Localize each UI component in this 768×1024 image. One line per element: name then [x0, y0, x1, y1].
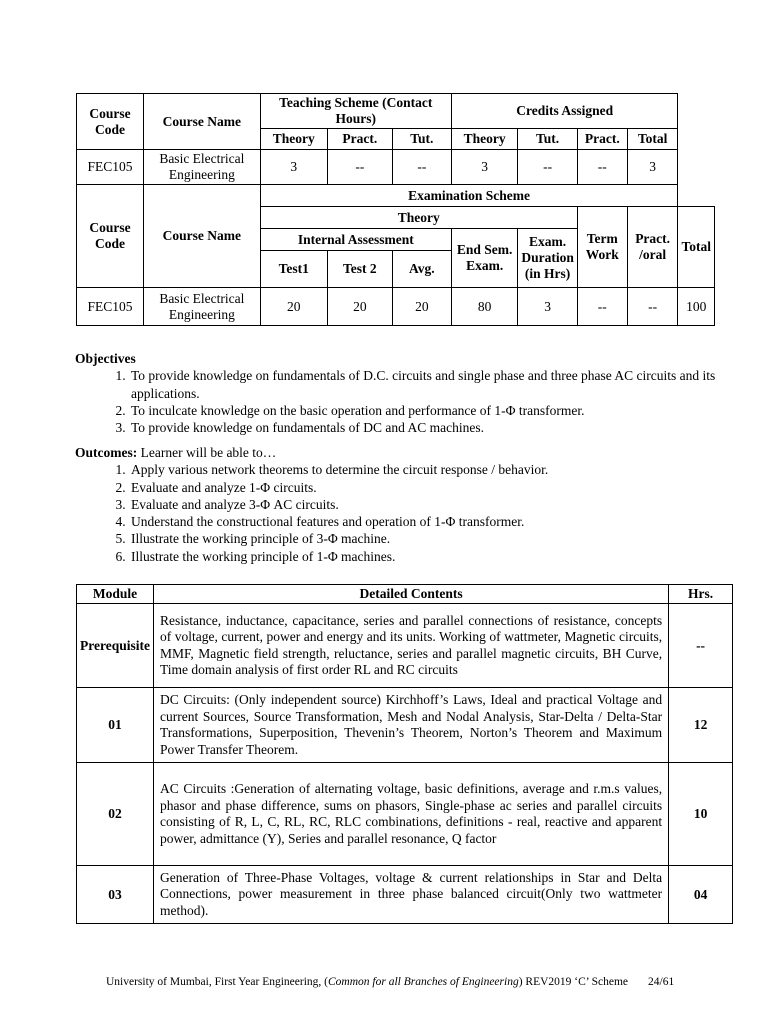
page-number: 24/61 — [648, 976, 675, 988]
outcomes-section — [75, 444, 735, 565]
exam-course-name-cell: Basic Electrical Engineering — [144, 288, 261, 326]
objectives-section — [75, 350, 735, 436]
contents-cell: AC Circuits :Generation of alternating voltage, basic definitions, average and r.m.s values, phasor and phase difference, sums on phasors, Single-phase ac series and parallel circuits consisting of R, L, C, RL, RC, RLC combinations, definitions - real, reactive and apparent power, admittance (Y), Series and parallel resonance, Q factor — [154, 763, 669, 866]
course-name-header: Course Name — [144, 94, 261, 150]
cred-pract-header: Pract. — [577, 129, 627, 150]
cred-theory-cell: 3 — [451, 150, 517, 185]
teach-pract-header: Pract. — [327, 129, 392, 150]
cred-total-cell: 3 — [627, 150, 678, 185]
cred-tut-header: Tut. — [518, 129, 578, 150]
hrs-cell: -- — [669, 604, 733, 688]
cred-total-header: Total — [627, 129, 678, 150]
course-name-cell: Basic Electrical Engineering — [144, 150, 261, 185]
exam-course-name-header: Course Name — [144, 185, 261, 288]
hrs-cell: 04 — [669, 866, 733, 924]
internal-assessment-header: Internal Assessment — [260, 229, 451, 251]
teach-theory-header: Theory — [260, 129, 327, 150]
hrs-cell: 10 — [669, 763, 733, 866]
credits-assigned-header: Credits Assigned — [451, 94, 678, 129]
cred-theory-header: Theory — [451, 129, 517, 150]
test1-header: Test1 — [260, 251, 327, 288]
hrs-cell: 12 — [669, 688, 733, 763]
test2-cell: 20 — [327, 288, 392, 326]
teach-tut-cell: -- — [392, 150, 451, 185]
avg-header: Avg. — [392, 251, 451, 288]
end-sem-cell: 80 — [451, 288, 517, 326]
objective-item: 2. To inculcate knowledge on the basic operation and performance of 1-Φ transformer. — [129, 402, 735, 419]
table-row — [77, 604, 733, 688]
module-cell: Prerequisite — [77, 604, 154, 688]
test1-cell: 20 — [260, 288, 327, 326]
module-cell: 01 — [77, 688, 154, 763]
objectives-title: Objectives — [75, 351, 136, 366]
contents-cell: DC Circuits: (Only independent source) Kirchhoff’s Laws, Ideal and practical Voltage and current Sources, Source Transformation, Mesh and Nodal Analysis, Star-Delta / Delta-Star Transformations, Superposition, Thevenin’s Theorem, Norton’s Theorem and Maximum Power Transfer Theorem. — [154, 688, 669, 763]
objective-item: 1. To provide knowledge on fundamentals of D.C. circuits and single phase and three phase AC circuits and its applications. — [129, 367, 735, 402]
outcomes-title: Outcomes: — [75, 445, 138, 460]
exam-course-code-cell: FEC105 — [77, 288, 144, 326]
modules-table — [76, 584, 733, 924]
exam-total-header: Total — [678, 207, 715, 288]
module-cell: 02 — [77, 763, 154, 866]
cred-pract-cell: -- — [577, 150, 627, 185]
end-sem-header: End Sem. Exam. — [451, 229, 517, 288]
contents-cell: Generation of Three-Phase Voltages, voltage & current relationships in Star and Delta Connections, power measurement in three phase balanced circuit(Only two wattmeter method). — [154, 866, 669, 924]
teach-theory-cell: 3 — [260, 150, 327, 185]
outcome-item: 4. Understand the constructional features and operation of 1-Φ transformer. — [129, 513, 735, 530]
outcome-item: 5. Illustrate the working principle of 3-Φ machine. — [129, 530, 735, 547]
exam-theory-header: Theory — [260, 207, 577, 229]
teach-tut-header: Tut. — [392, 129, 451, 150]
objectives-list — [75, 367, 735, 436]
exam-duration-header: Exam. Duration (in Hrs) — [518, 229, 578, 288]
page-footer — [106, 976, 674, 988]
module-header: Module — [77, 585, 154, 604]
term-work-cell: -- — [577, 288, 627, 326]
footer-text-a: University of Mumbai, First Year Engineering, ( — [106, 976, 328, 988]
scheme-table — [76, 93, 715, 326]
pract-oral-cell: -- — [627, 288, 678, 326]
outcome-item: 2. Evaluate and analyze 1-Φ circuits. — [129, 479, 735, 496]
examination-scheme-header: Examination Scheme — [260, 185, 678, 207]
test2-header: Test 2 — [327, 251, 392, 288]
table-row — [77, 688, 733, 763]
pract-oral-header: Pract. /oral — [627, 207, 678, 288]
outcome-item: 6. Illustrate the working principle of 1-Φ machines. — [129, 548, 735, 565]
hrs-header: Hrs. — [669, 585, 733, 604]
teaching-scheme-header: Teaching Scheme (Contact Hours) — [260, 94, 451, 129]
teach-pract-cell: -- — [327, 150, 392, 185]
contents-header: Detailed Contents — [154, 585, 669, 604]
objective-item: 3. To provide knowledge on fundamentals of DC and AC machines. — [129, 419, 735, 436]
course-code-cell: FEC105 — [77, 150, 144, 185]
exam-total-cell: 100 — [678, 288, 715, 326]
footer-text-italic: Common for all Branches of Engineering — [328, 976, 519, 988]
duration-cell: 3 — [518, 288, 578, 326]
contents-cell: Resistance, inductance, capacitance, series and parallel connections of resistance, concepts of voltage, current, power and energy and its units. Working of wattmeter, Magnetic circuits, MMF, Magnetic field strength, reluctance, series and parallel magnetic circuits, BH Curve, Time domain analysis of first order RL and RC circuits — [154, 604, 669, 688]
outcome-item: 1. Apply various network theorems to determine the circuit response / behavior. — [129, 461, 735, 478]
outcomes-list — [75, 461, 735, 565]
term-work-header: Term Work — [577, 207, 627, 288]
cred-tut-cell: -- — [518, 150, 578, 185]
outcomes-intro: Learner will be able to… — [140, 445, 277, 460]
table-row — [77, 866, 733, 924]
outcome-item: 3. Evaluate and analyze 3-Φ AC circuits. — [129, 496, 735, 513]
exam-course-code-header: Course Code — [77, 185, 144, 288]
avg-cell: 20 — [392, 288, 451, 326]
table-row — [77, 763, 733, 866]
footer-text-b: ) REV2019 ‘C’ Scheme — [518, 976, 629, 988]
module-cell: 03 — [77, 866, 154, 924]
course-code-header: Course Code — [77, 94, 144, 150]
